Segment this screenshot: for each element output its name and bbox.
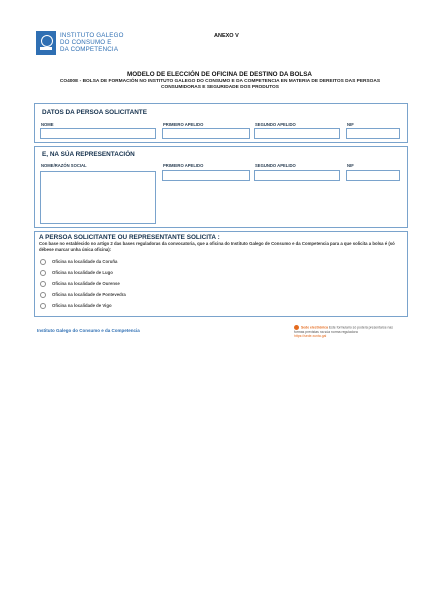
representative-name-label: NOME/RAZÓN SOCIAL	[41, 163, 87, 168]
radio-button[interactable]	[40, 270, 46, 276]
footer-institution: Instituto Galego do Consumo e da Competencia	[37, 328, 140, 333]
office-option-label: Oficina na localidade de Ourense	[52, 281, 120, 287]
office-option-label: Oficina na localidade de Vigo	[52, 303, 112, 309]
office-option-ourense[interactable]	[40, 281, 120, 287]
radio-button[interactable]	[40, 292, 46, 298]
representative-name-field[interactable]	[40, 171, 156, 224]
page-title: MODELO DE ELECCIÓN DE OFICINA DE DESTINO DA BOLSA	[127, 71, 312, 78]
applicant-surname1-label: PRIMEIRO APELIDO	[163, 122, 204, 127]
igcc-logo	[36, 31, 136, 57]
radio-button[interactable]	[40, 259, 46, 265]
representative-surname1-label: PRIMEIRO APELIDO	[163, 163, 204, 168]
applicant-surname1-field[interactable]	[162, 128, 250, 139]
applicant-section-title: DATOS DA PERSOA SOLICITANTE	[42, 109, 147, 116]
applicant-name-field[interactable]	[40, 128, 156, 139]
office-option-label: Oficina na localidade da Coruña	[52, 259, 118, 265]
representative-surname2-label: SEGUNDO APELIDO	[255, 163, 296, 168]
office-option-pontevedra[interactable]	[40, 292, 126, 298]
sede-note-text: Este formulario só poderá presentarse nas formas previstas na súa norma reguladora	[294, 325, 393, 334]
radio-button[interactable]	[40, 281, 46, 287]
sede-brand: Sede electrónica	[301, 325, 328, 330]
applicant-surname2-label: SEGUNDO APELIDO	[255, 122, 296, 127]
applicant-surname2-field[interactable]	[254, 128, 340, 139]
radio-button[interactable]	[40, 303, 46, 309]
office-option-label: Oficina na localidade de Lugo	[52, 270, 113, 276]
applicant-name-label: NOME	[41, 122, 54, 127]
office-option-label: Oficina na localidade de Pontevedra	[52, 292, 126, 298]
representative-nif-label: NIF	[347, 163, 354, 168]
xunta-emblem-icon	[36, 31, 56, 55]
request-intro: Con base no establecido no artigo 2 das bases reguladoras da convocatoria, que a oficina do Instituto Galego de Consumo e da Competencia para a que solicita a bolsa é (só débese marcar unha única oficina):	[39, 241, 395, 253]
office-option-coruna[interactable]	[40, 259, 117, 265]
annex-label: ANEXO V	[214, 33, 239, 39]
applicant-section	[34, 103, 408, 143]
sede-url[interactable]: https://sede.xunta.gal	[294, 334, 327, 339]
sede-electronica-note	[294, 325, 404, 338]
applicant-nif-label: NIF	[347, 122, 354, 127]
representative-section-title: E, NA SÚA REPRESENTACIÓN	[42, 151, 135, 158]
representative-surname2-field[interactable]	[254, 170, 340, 181]
office-option-lugo[interactable]	[40, 270, 113, 276]
page-subtitle: CO400E - BOLSA DE FORMACIÓN NO INSTITUTO GALEGO DO CONSUMO E DA COMPETENCIA EN MATERIA DE DEREITOS DAS PERSOAS CONSUMIDORAS E SEGURIDADE DOS PRODUTOS	[59, 79, 381, 91]
representative-section	[34, 146, 408, 228]
representative-nif-field[interactable]	[346, 170, 400, 181]
applicant-nif-field[interactable]	[346, 128, 400, 139]
representative-surname1-field[interactable]	[162, 170, 250, 181]
office-option-vigo[interactable]	[40, 303, 112, 309]
request-section	[34, 231, 408, 317]
request-section-title: A PERSOA SOLICITANTE OU REPRESENTANTE SOLICITA :	[39, 234, 220, 241]
logo-text: INSTITUTO GALEGO DO CONSUMO E DA COMPETENCIA	[60, 32, 124, 54]
